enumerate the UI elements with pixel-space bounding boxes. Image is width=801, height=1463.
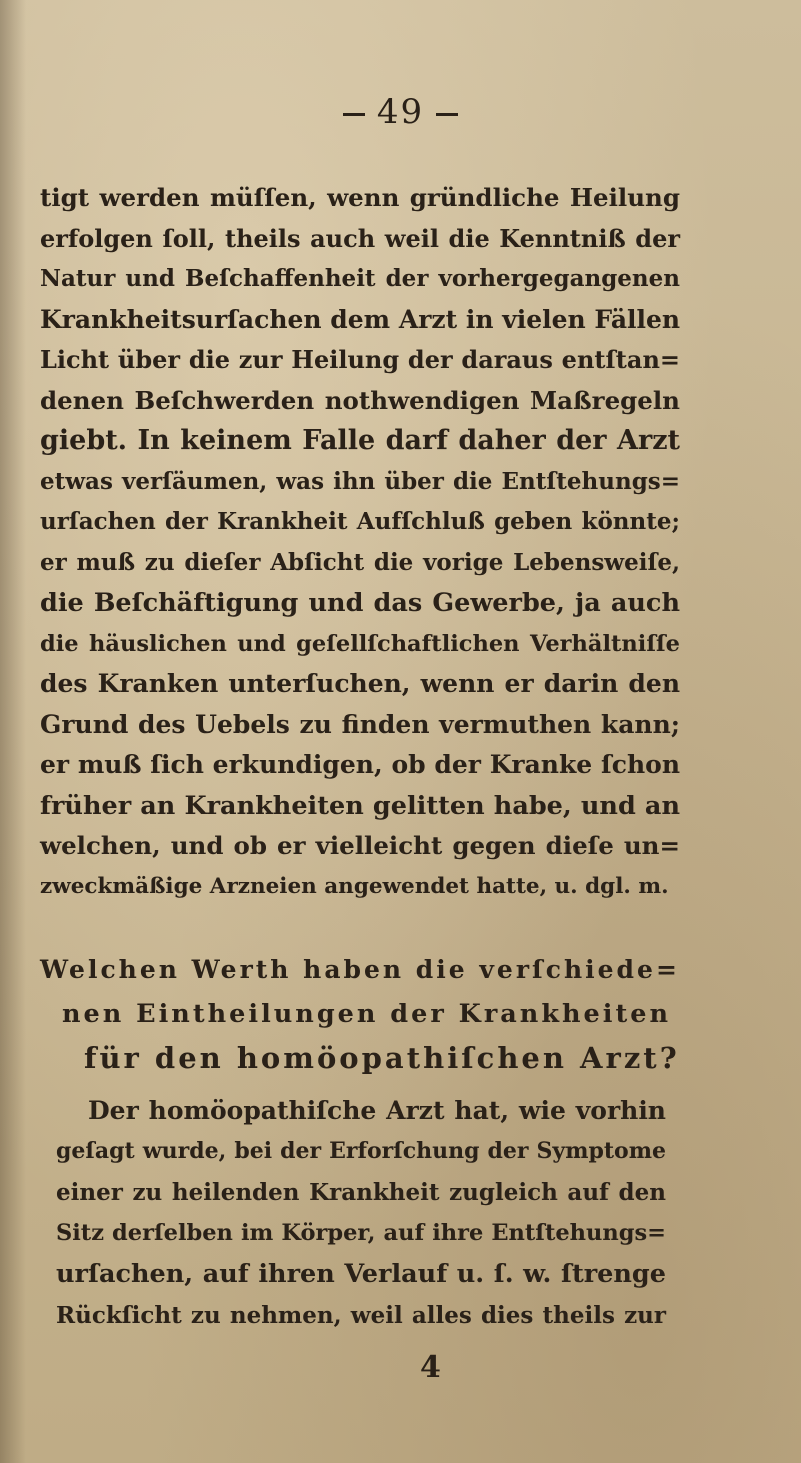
page-number-right-dash <box>436 113 458 116</box>
text-line: geſagt wurde, bei der Erforſchung der Symptome <box>56 1138 666 1164</box>
heading-line: für den homöopathiſchen Arzt? <box>84 1041 680 1075</box>
text-line: giebt. In keinem Falle darf daher der Arzt <box>40 425 680 456</box>
text-line: er muß ſich erkundigen, ob der Kranke ſchon <box>40 750 680 779</box>
signature-mark: 4 <box>420 1350 441 1385</box>
paragraph-1 <box>40 178 680 907</box>
text-line: zweckmäßige Arzneien angewendet hatte, u. dgl. m. <box>40 873 669 899</box>
text-line: Der homöopathiſche Arzt hat, wie vorhin <box>88 1096 666 1125</box>
text-line: denen Beſchwerden nothwendigen Maßregeln <box>40 385 680 415</box>
section-heading <box>40 948 680 1080</box>
text-line: etwas verſäumen, was ihn über die Entſtehungs= <box>40 467 680 495</box>
text-line: Natur und Beſchaffenheit der vorhergegangenen <box>40 265 680 292</box>
heading-line: Welchen Werth haben die verſchiede= <box>40 955 680 984</box>
text-line: welchen, und ob er vielleicht gegen dieſe un= <box>40 831 680 860</box>
text-line: tigt werden müſſen, wenn gründliche Heilung <box>40 183 680 212</box>
text-line: Krankheitsurſachen dem Arzt in vielen Fällen <box>40 304 681 334</box>
text-line: des Kranken unterſuchen, wenn er darin den <box>40 669 680 698</box>
text-line: urſachen der Krankheit Aufſchluß geben könnte; <box>40 508 680 535</box>
text-line: früher an Krankheiten gelitten habe, und an <box>40 790 680 821</box>
text-line: Rückſicht zu nehmen, weil alles dies theils zur <box>56 1302 666 1329</box>
text-line: Grund des Uebels zu finden vermuthen kann; <box>40 709 680 739</box>
text-line: er muß zu dieſer Abſicht die vorige Lebensweiſe, <box>40 548 680 576</box>
text-line: die Beſchäftigung und das Gewerbe, ja auch <box>40 588 680 618</box>
text-line: urſachen, auf ihren Verlauf u. ſ. w. ſtrenge <box>56 1259 666 1289</box>
paragraph-2 <box>56 1090 666 1336</box>
text-line: Sitz derſelben im Körper, auf ihre Entſtehungs= <box>56 1220 666 1246</box>
page-number-left-dash <box>343 113 365 116</box>
text-line: die häuslichen und geſellſchaftlichen Verhältniſſe <box>40 630 680 657</box>
page-number-value: 49 <box>376 92 425 132</box>
heading-line: nen Eintheilungen der Krankheiten <box>62 999 671 1029</box>
text-line: einer zu heilenden Krankheit zugleich auf den <box>56 1179 666 1206</box>
text-line: Licht über die zur Heilung der daraus entſtan= <box>40 345 680 374</box>
page-number <box>0 92 801 132</box>
text-line: erfolgen ſoll, theils auch weil die Kenntniß der <box>40 223 680 253</box>
page-edge-shadow <box>0 0 26 1463</box>
